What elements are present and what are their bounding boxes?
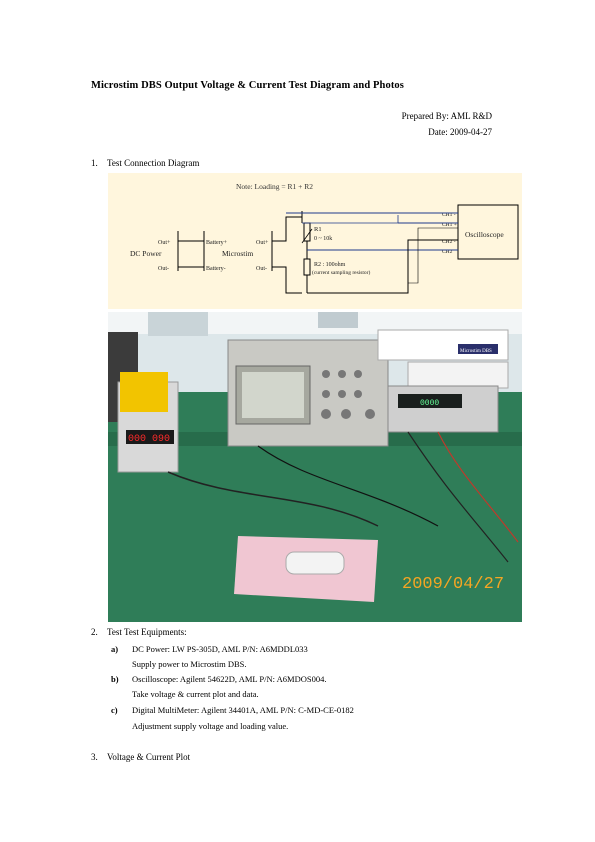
section-1-heading [91,158,391,170]
document-date: Date: 2009-04-27 [428,127,492,137]
dc-power-label: DC Power [130,249,162,258]
photo-dmm-reading: 0000 [420,399,440,408]
r1-label: R1 [314,226,322,233]
equipment-item-b [111,674,491,686]
wire-ground [408,228,458,283]
page-title: Microstim DBS Output Voltage & Current Test Diagram and Photos [91,80,404,91]
prepared-by: Prepared By: AML R&D [401,111,492,121]
r1-value: 0 ~ 10k [314,236,333,242]
section-3-heading [91,752,391,764]
section-2-heading [91,627,391,639]
equipment-desc-a: Supply power to Microstim DBS. [132,659,247,669]
battery-plus-label: Battery+ [206,240,228,246]
ch1-plus-label: CH1 + [442,222,457,228]
item-label: c) [111,705,118,715]
wire-out-minus [272,267,302,293]
ch2-minus-label: CH2 - [442,239,456,245]
dc-out-plus-label: Out+ [158,240,171,246]
test-setup-photo-svg [108,312,522,622]
section-title: Voltage & Current Plot [107,752,191,762]
r2-label: R2 : 100ohm [314,262,346,268]
microstim-out-plus-label: Out+ [256,240,269,246]
connection-diagram-svg [108,173,522,309]
item-label: b) [111,674,119,684]
item-label: a) [111,644,119,654]
section-number: 3. [91,752,98,762]
microstim-label: Microstim [222,249,254,258]
wire-out-plus [272,217,302,241]
dc-out-minus-label: Out- [158,266,169,272]
oscilloscope-label: Oscilloscope [465,230,504,239]
photo-box-label: Microstim DBS [460,349,492,354]
photo-power-reading-left: 000 [128,434,147,445]
microstim-out-minus-label: Out- [256,266,267,272]
equipment-item-a [111,644,491,656]
wire-ch1-tap [302,215,398,223]
photo-date-stamp: 2009/04/27 [402,575,505,594]
photo-scope-display [242,372,304,418]
section-number: 1. [91,158,98,168]
photo-microstim-device [286,552,344,574]
photo-shelf [148,312,208,336]
item-text: Digital MultiMeter: Agilent 34401A, AML P/N: C-MD-CE-0182 [132,705,354,715]
r2-desc: (current sampling resistor) [312,270,371,276]
battery-minus-label: Battery- [206,266,226,272]
item-text: Oscilloscope: Agilent 54622D, AML P/N: A6MDOS004. [132,674,327,684]
equipment-desc-b: Take voltage & current plot and data. [132,689,259,699]
equipment-desc-c: Adjustment supply voltage and loading value. [132,721,289,731]
connection-diagram [108,173,522,309]
section-title: Test Connection Diagram [107,158,200,168]
test-setup-photo [108,312,522,622]
section-number: 2. [91,627,98,637]
ch2-label: CH2 [442,249,453,255]
equipment-item-c [111,705,491,717]
photo-multimeter [388,386,498,432]
item-text: DC Power: LW PS-305D, AML P/N: A6MDDL033 [132,644,308,654]
r2-resistor [304,259,310,275]
photo-window [318,312,358,328]
photo-box-lower [408,362,508,388]
photo-power-reading-right: 090 [152,434,171,445]
diagram-note: Note: Loading = R1 + R2 [236,182,313,191]
section-title: Test Test Equipments: [107,627,187,637]
photo-caution-label [120,372,168,412]
ch1-minus-label: CH1 - [442,212,456,218]
